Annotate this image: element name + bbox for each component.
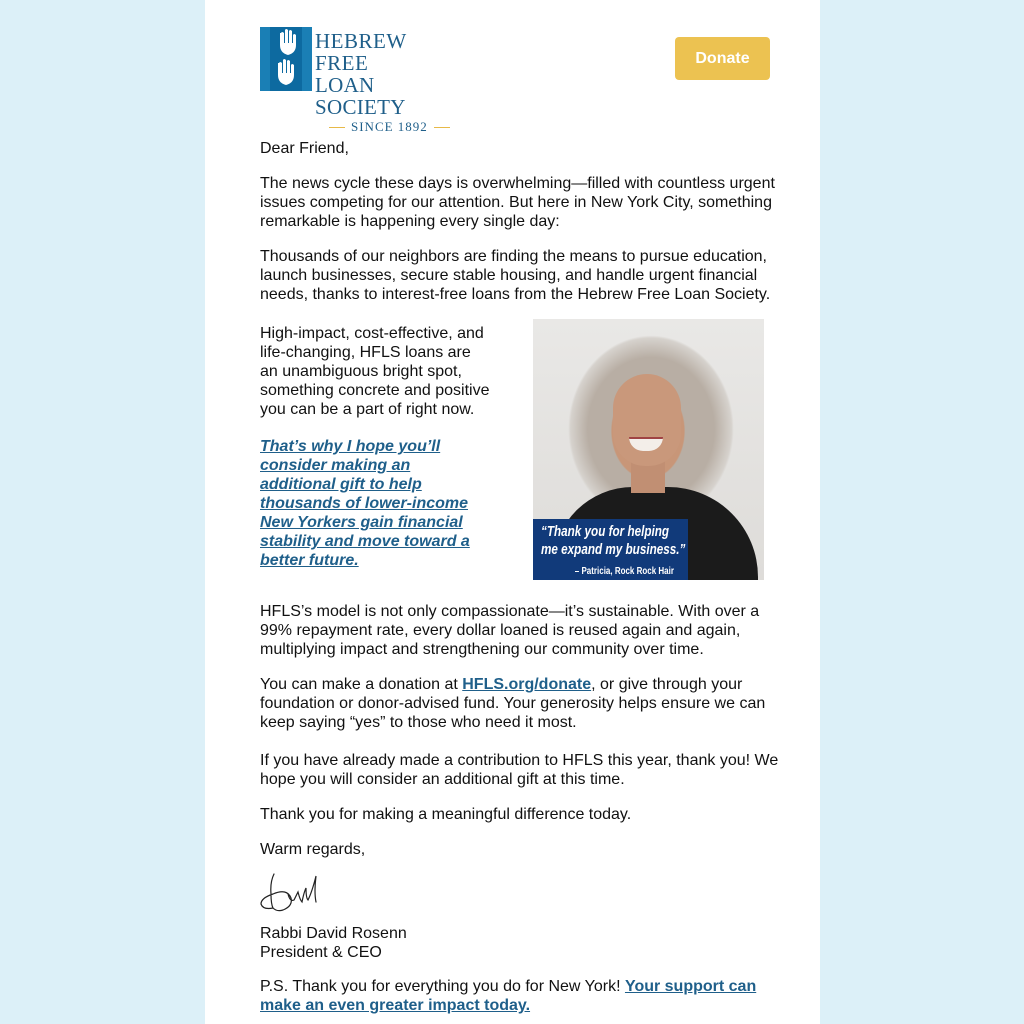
logo-wordmark — [315, 30, 460, 136]
donate-url-link[interactable]: HFLS.org/donate — [462, 676, 592, 693]
email-body — [205, 0, 820, 1024]
logo-since — [329, 118, 460, 136]
testimonial-quote-box — [533, 519, 688, 580]
closing: Warm regards, — [260, 841, 366, 858]
paragraph-donation — [260, 675, 780, 732]
signer-title: President & CEO — [260, 944, 382, 961]
cta-link[interactable]: That’s why I hope you’ll consider making an additional gift to help thousands of lower-income New Yorkers gain financial stability and move toward a better future. — [260, 438, 470, 569]
signature-image — [260, 864, 322, 914]
postscript — [260, 977, 780, 1015]
greeting: Dear Friend, — [260, 140, 349, 157]
logo-rule-right — [434, 127, 450, 128]
logo-since-text: SINCE 1892 — [351, 119, 428, 134]
paragraph-thank-you: Thank you for making a meaningful difference today. — [260, 806, 632, 823]
hands-logo-icon — [260, 27, 312, 91]
ps-text: P.S. Thank you for everything you do for New York! — [260, 978, 625, 995]
hfls-logo[interactable] — [260, 27, 460, 134]
logo-line-2: LOAN SOCIETY — [315, 73, 406, 119]
quote-line-1: “Thank you for helping — [541, 523, 670, 540]
logo-rule-left — [329, 127, 345, 128]
logo-line-1: HEBREW FREE — [315, 29, 407, 75]
donation-text-before: You can make a donation at — [260, 676, 463, 693]
photo-face — [613, 374, 681, 466]
signer-name: Rabbi David Rosenn — [260, 925, 407, 942]
testimonial-photo — [533, 319, 764, 580]
paragraph-model: HFLS’s model is not only compassionate—it’s sustainable. With over a 99% repayment rate, every dollar loaned is reused again and again, multiplying impact and strengthening our community over time. — [260, 603, 760, 658]
paragraph-neighbors: Thousands of our neighbors are finding the means to pursue education, launch businesses, secure stable housing, and handle urgent financial needs, thanks to interest-free loans from the Hebrew Free Loan Society. — [260, 248, 771, 303]
paragraph-news-cycle: The news cycle these days is overwhelming—filled with countless urgent issues competing for our attention. But here in New York City, something remarkable is happening every single day: — [260, 175, 775, 230]
paragraph-high-impact: High-impact, cost-effective, and life-changing, HFLS loans are an unambiguous bright spot, something concrete and positive you can be a part of right now. — [260, 325, 490, 418]
ps-support-link[interactable]: Your support can make an even greater impact today. — [260, 978, 757, 1014]
testimonial-quote — [541, 523, 686, 559]
testimonial-attribution: – Patricia, Rock Rock Hair — [574, 566, 674, 577]
donate-button[interactable]: Donate — [675, 37, 770, 80]
impact-column — [260, 324, 490, 570]
paragraph-already-contributed: If you have already made a contribution to HFLS this year, thank you! We hope you will consider an additional gift at this time. — [260, 752, 779, 788]
donation-text-after: , or give through your foundation or donor-advised fund. Your generosity helps ensure we can keep saying “yes” to those who need it most. — [260, 676, 766, 731]
signer-block — [260, 924, 780, 962]
quote-line-2: me expand my business.” — [541, 541, 686, 558]
